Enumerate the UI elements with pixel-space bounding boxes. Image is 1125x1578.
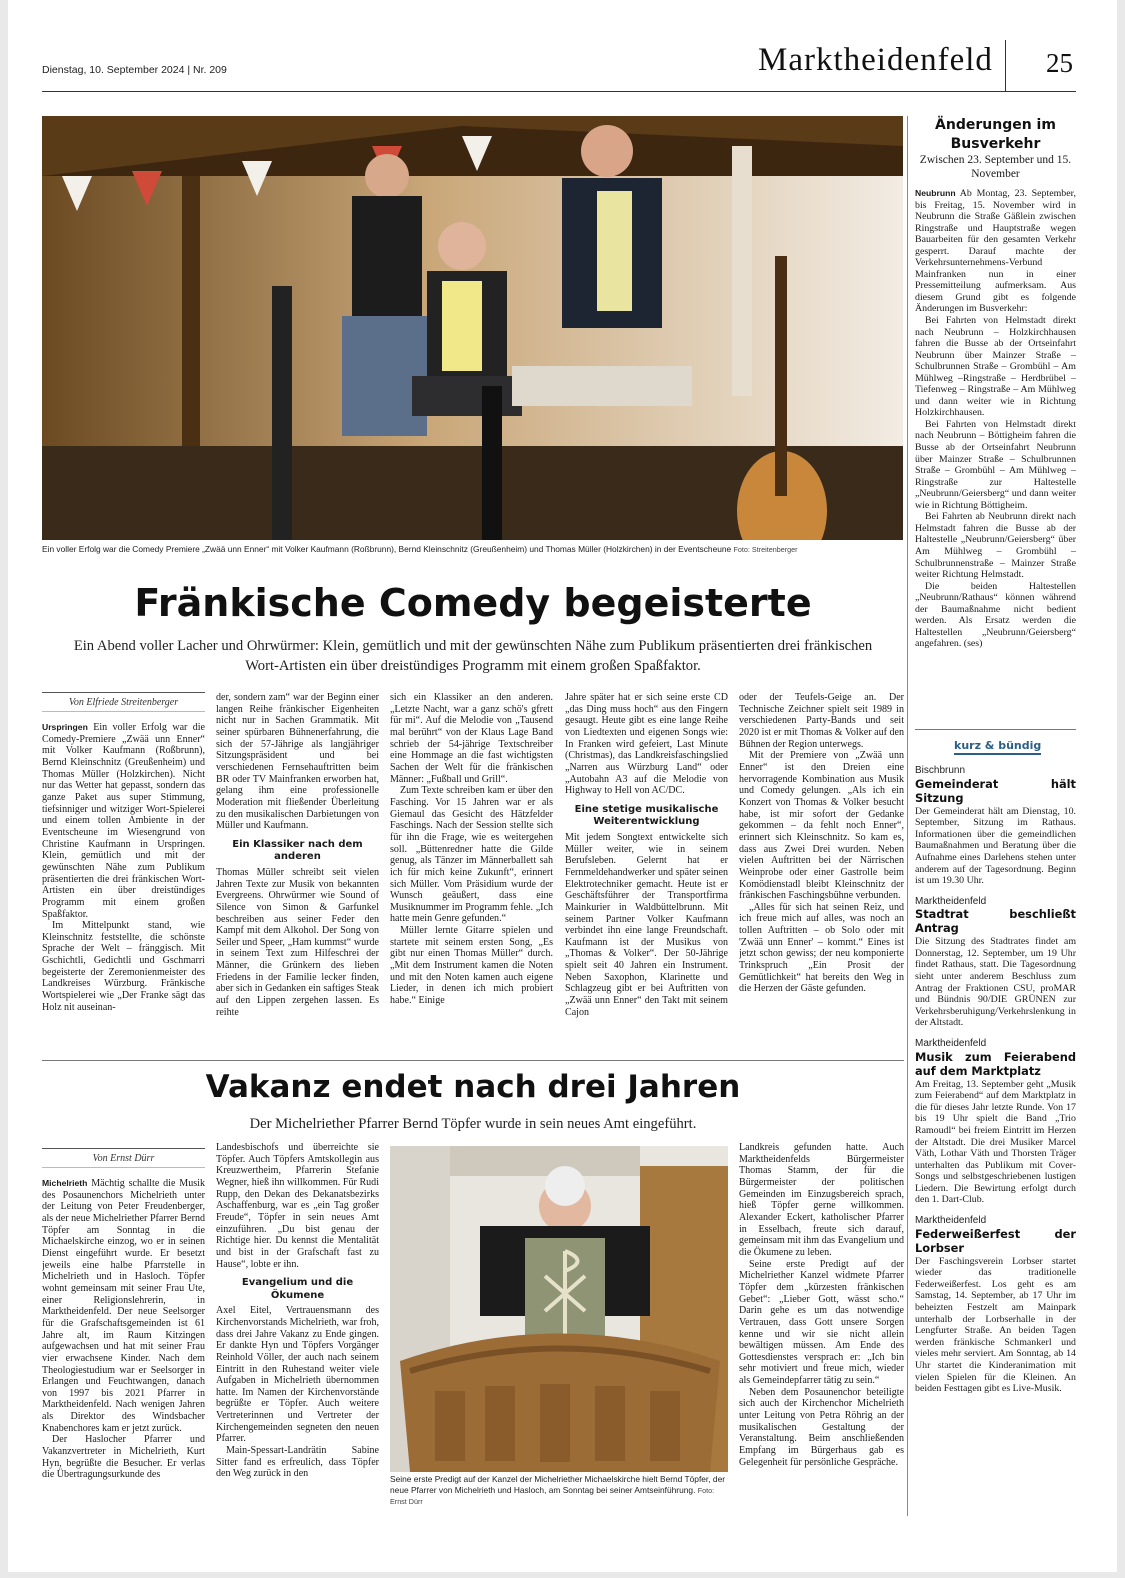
- paragraph: Jahre später hat er sich seine erste CD „das Ding muss hoch“ aus den Fingern gesaugt. Heute gibt es eine lange Reihe von Liedtexten und eigenen Songs wie: In Franken wird gefeiert, Last Minute (Christmas), das Landkreisfaschingslied „Narren aus Würzburg Land“ oder „Autobahn A3 auf die Melodie von Highway to Hell von AC/DC.: [565, 692, 728, 797]
- paragraph: Ein voller Erfolg war die Comedy-Premiere „Zwää unn Enner“ mit Volker Kaufmann (Roßbrunn), Bernd Kleinschnitz (Greußenheim) und Thomas Müller (Holzkirchen). Nicht nur das Wetter hat gepasst, sondern das ganze Paket aus super Stimmung, tiefsinniger und witziger Wort-Spielerei und einem tollen Ambiente in der Eventscheune im Wiesengrund von Christine Kaufmann in Urspringen. Klein, gemütlich und mit der gewünschten Nähe zum Publikum präsentierten die drei fränkischen Wort-Artisten ein über dreistündiges Programm mit einem großen Spaßfaktor.: [42, 722, 205, 920]
- article2-col5: [739, 1142, 904, 1513]
- sidebar-subheadline: Zwischen 23. September und 15. November: [919, 154, 1072, 180]
- item-place: Marktheidenfeld: [915, 1038, 987, 1049]
- paragraph: der, sondern zam“ war der Beginn einer langen Reihe fränkischer Eigenheiten nicht nur in Sachen Grammatik. Mit seiner spürbaren Bühnenerfahrung, die sich der 57-Jährige als langjähriger Sitzungspräsident und bei verschiedenen Fernsehauftritten beim BR oder TV Mainfranken erworben hat, gelang ihm eine professionelle Moderation mit fließender Überleitung zu den musikalischen Darbietungen von Müller und Kaufmann.: [216, 692, 379, 832]
- comedy-stage-illustration: [42, 116, 903, 540]
- article2-headline: Vakanz endet nach drei Jahren: [205, 1069, 741, 1105]
- item-headline: Gemeinderat hält Sitzung: [915, 776, 1076, 805]
- article1-col5: [739, 692, 904, 1057]
- newspaper-page: [8, 0, 1117, 1572]
- paragraph: Axel Eitel, Vertrauensmann des Kirchenvorstands Michelrieth, war froh, dass drei Jahre Vakanz zu Ende gingen. Er dankte Hyn und Töpfers Vorgänger Reinhold Völler, der auch nach seinem Eintritt in den Ruhestand weiter viele Aufgaben in Michelrieth übernommen hatte. Im Namen der Kirchenvorstände begrüßte er Töpfer. Auch weitere Vertreterinnen und Vertreter der Kirchengemeinden segneten den neuen Pfarrer.: [216, 1305, 379, 1445]
- article1-col2: [216, 692, 379, 1057]
- kurz-buendig-list: [915, 756, 1076, 1516]
- item-headline: Musik zum Feierabend auf dem Marktplatz: [915, 1049, 1076, 1078]
- list-item: [915, 896, 1076, 1029]
- paragraph: Bei Fahrten ab Neubrunn direkt nach Helmstadt fahren die Busse ab der Haltestelle „Neubrunn/Geiersberg“ über Am Mühlweg – Grombühl – Schulbrunnenstraße – Mainzer Straße weiter Richtung Helmstadt.: [915, 511, 1076, 581]
- header-rule: [42, 91, 1076, 92]
- dateline: Neubrunn: [915, 188, 956, 198]
- caption-text: Ein voller Erfolg war die Comedy Premiere „Zwää unn Enner“ mit Volker Kaufmann (Roßbrunn), Bernd Kleinschnitz (Greußenheim) und Thomas Müller (Holzkirchen) in der Eventscheune: [42, 544, 732, 554]
- pastor-photo: [390, 1146, 728, 1472]
- article-separator: [42, 1060, 904, 1061]
- paragraph: Bei Fahrten von Helmstadt direkt nach Neubrunn – Böttigheim fahren die Busse ab der Ortseinfahrt Neubrunn über Mainzer Straße – Schulbrunnen Straße – Grombühl – Am Mühlweg – Ringstraße zur Haltestelle „Neubrunn/Geiersberg“ und dann weiter wie in Richtung Böttigheim.: [915, 418, 1076, 511]
- item-place: Bischbrunn: [915, 765, 966, 776]
- paragraph: Im Mittelpunkt stand, wie Kleinschnitz feststellte, die schönste Sprache der Welt – fränggisch. Mit Gschichtli, Gedichtli und Gschmarri begeisterte der Zeremonienmeister des Landkreises Würzburg. Fränkische Wortspielerei wie „Der Franke sägt das Holz nit auseinan-: [42, 920, 205, 1013]
- article1-col4: [565, 692, 728, 1057]
- pulpit-illustration: [390, 1146, 728, 1472]
- paragraph: Müller lernte Gitarre spielen und startete mit seinem ersten Song, „Es gibt nur einen Thomas Müller“ durch. „Mit dem Instrument kamen die Noten und mit den Noten kamen auch eigene Lieder, in denen ich mich probiert habe.“ Einige: [390, 925, 553, 1007]
- paragraph: Landkreis gefunden hatte. Auch Marktheidenfelds Bürgermeister Thomas Stamm, der für die Bürgermeister der politischen Gemeinden im Einzugsbereich sprach, hieß Töpfer gerne willkommen. Alexander Eckert, katholischer Pfarrer in Esselbach, freute sich darauf, gemeinsam mit ihm das Evangelium und die Ökumene zu leben.: [739, 1142, 904, 1258]
- paragraph: Bei Fahrten von Helmstadt direkt nach Neubrunn – Holzkirchhausen fahren die Busse ab der Ortseinfahrt Neubrunn über Mainzer Straße – Schulbrunnen Straße – Grombühl – Am Mühlweg –Ringstraße – Herdbrübel – Tiefenweg – Ringstraße – Am Mühlweg und dann weiter wie in Richtung Holzkirchhausen.: [915, 315, 1076, 419]
- paragraph: Mit jedem Songtext entwickelte sich Müller weiter, wie in seinem Berufsleben. Gelernt hat er Fernmeldehandwerker und später seinen Elektrotechniker gemacht. Heute ist er Geschäftsführer der Transportfirma Mainkurier in Waldbüttelbrunn. Mit seinem Partner Volker Kaufmann verbindet ihn eine lange Freundschaft. Kaufmann ist der Musikus von „Thomas & Volker“. Der 50-Jährige spielt seit 40 Jahren ein Instrument. Neben Saxophon, Klarinette und Schlagzeug gibt er bei Auftritten von „Zwää unn Enner“ den Takt mit seinem Cajon: [565, 831, 728, 1018]
- dateline: Urspringen: [42, 722, 88, 732]
- paragraph: „Alles für sich hat seinen Reiz, und ich freue mich auf alles, was noch an tollen Auftritten – ob Solo oder mit 'Zwää unn Enner' – kommt.“ Eines ist jetzt schon gewiss; der neu komponierte Trinkspruch „Ein Prosit der Gemütlichkeit“ hat bereits den Weg in die Herzen der Gäste gefunden.: [739, 901, 904, 995]
- paragraph: sich ein Klassiker an den anderen. „Letzte Nacht, war a ganz schö's gfrett für mi“. Auf die Melodie von „Tausend mal berührt“ von der Klaus Lage Band schrieb der 54-jährige Textschreiber eine Hommage an die fast wichtigsten Sachen der Welt für die fränkischen Männer: „Fußball und Grill“.: [390, 692, 553, 785]
- photo-credit: Foto: Ernst Dürr: [390, 1486, 715, 1506]
- list-item: [915, 1215, 1076, 1395]
- list-item: [915, 1038, 1076, 1206]
- sidebar-divider: [907, 116, 908, 1516]
- paragraph: Die beiden Haltestellen „Neubrunn/Rathaus“ können während der Baumaßnahme nicht bedient werden. Als Ersatz werden die Haltestellen „Neubrunn/Geiersberg“ angefahren. (ses): [915, 580, 1076, 650]
- item-text: Der Gemeinderat hält am Dienstag, 10. September, Sitzung im Rathaus. Informationen über die gemeindlichen Baumaßnahmen und Beratung über die Aufnahme eines Darlehens stehen unter anderem auf der Tagesordnung. Beginn ist um 19.30 Uhr.: [915, 805, 1076, 887]
- paragraph: Mächtig schallte die Musik des Posaunenchors Michelrieth unter der Leitung von Peter Freudenberger, als der neue Michelriether Pfarrer Bernd Töpfer am Sonntag in die Michaelskirche einzog, wo er in seinen Dienst eingeführt wurde. Er besetzt jeweils eine halbe Pfarrstelle in Michelrieth und in Hasloch. Töpfer wohnt gemeinsam mit seiner Frau Ute, einer Religionslehrerin, in Marktheidenfeld. Der neue Seelsorger für die Grafschaftsgemeinden ist 61 Jahre alt, im Raum Kitzingen aufgewachsen und hat mit seiner Frau vier erwachsene Kinder. Nach dem Theologiestudium war er Seelsorger in Erlangen und Feuchtwangen, danach von 1997 bis 2021 Pfarrer in Marktheidenfeld. Nach wenigen Jahren als Direktor des Windsbacher Knabenchores kam er jetzt zurück.: [42, 1178, 205, 1434]
- sidebar-headline: Änderungen im Busverkehr: [935, 117, 1056, 152]
- article1-subheadline: Ein Abend voller Lacher und Ohrwürmer: Klein, gemütlich und mit der gewünschten Nähe zum Publikum präsentierten drei fränkischen Wort-Artisten ein über dreistündiges Programm mit einem großen Spaßfaktor.: [73, 638, 873, 674]
- item-place: Marktheidenfeld: [915, 895, 987, 907]
- sidebar-separator: [915, 729, 1076, 730]
- paragraph: Mit der Premiere von „Zwää unn Enner“ ist den Dreien eine hervorragende Kombination aus Musik und Comedy gelungen. „Als ich ein Konzert von Thomas & Volker besucht habe, ist mir sofort der Gedanke gekommen – da fehlt noch Enner“, erinnert sich Kleinschnitz. So kam es, dass aus Zwei Drei wurden. Neben vielen Auftritten bei der Närrischen Weinprobe oder einer Gastrolle beim Komödienstadl bleibt Kleinschnitz der fränkischen Faschingsbühne verbunden.: [739, 750, 904, 902]
- paragraph: Ab Montag, 23. September, bis Freitag, 15. November wird in Neubrunn die Straße Gäßlein zwischen Ringstraße und Hauptstraße wegen Bauarbeiten für den gesamten Verkehr gesperrt. Darauf machte der Verkehrsunternehmens-Verbund Mainfranken nun in einer Pressemitteilung aufmerksam. Aus diesem Grund gibt es folgende Änderungen im Busverkehr:: [915, 188, 1076, 315]
- comedy-photo: [42, 116, 903, 540]
- paragraph: Seine erste Predigt auf der Michelriether Kanzel widmete Pfarrer Töpfer dem „kürzesten fränkischen Gebet“: „Lieber Gott, wässt scho.“ Darin gehe es um das notwendige Vertrauen, dass Gott unsere Sorgen kenne und wir sie nicht allein bewältigen müssen. Am Ende des Gottesdienstes versprach er: „Ich bin sehr motiviert und freue mich, wieder als Gemeindepfarrer tätig zu sein.“: [739, 1258, 904, 1387]
- item-headline: Federweißerfest der Lorbser: [915, 1226, 1076, 1255]
- paragraph: Zum Texte schreiben kam er über den Fasching. Vor 15 Jahren war er als Giemaul das Gesicht des Hätzfelder Faschings. Nach der Session stellte sich für ihn die Frage, wie es weitergehen soll. „Büttenredner hatte die Gilde genug, als Tänzer im Männerballett sah ich für mich keine Zukunft“, erinnert sich Müller. Vom Präsidium wurde der Wunsch geäußert, dass eine Musiknummer im Programm fehle. „Ich hatte mein Genre gefunden.“: [390, 785, 553, 925]
- paragraph: Landesbischofs und überreichte sie Töpfer. Auch Töpfers Amtskollegin aus Kreuzwertheim, Pfarrerin Stefanie Wegner, hieß ihn willkommen. Für Rudi Rupp, den Dekan des Dekanatsbezirks Aschaffenburg, war es „ein Tag großer Freude“, Töpfer in sein neues Amt einzuführen. „Du bist genau der Richtige hier. Du kennst die Mentalität und bist in der Grafschaft fast zu Hause“, lobte er ihn.: [216, 1142, 379, 1270]
- dateline: Michelrieth: [42, 1178, 88, 1188]
- pastor-photo-caption: [390, 1474, 728, 1507]
- paragraph: Main-Spessart-Landrätin Sabine Sitter fand es erfreulich, dass Töpfer den Weg zurück in den: [216, 1445, 379, 1480]
- paragraph: Neben dem Posaunenchor beteiligte sich auch der Kirchenchor Michelrieth unter Leitung von Petra Röhrig an der musikalischen Gestaltung der Veranstaltung. Beim anschließenden Empfang im Bürgerhaus gab es Gelegenheit für persönliche Gespräche.: [739, 1386, 904, 1468]
- page-number: 25: [1046, 48, 1073, 78]
- article2-subheadline: Der Michelriether Pfarrer Bernd Töpfer wurde in sein neues Amt eingeführt.: [249, 1116, 697, 1132]
- sidebar-body: [915, 188, 1076, 718]
- item-text: Der Faschingsverein Lorbser startet wieder das traditionelle Federweißerfest. Los geht es am Samstag, 14. September, ab 17 Uhr im beheizten Festzelt am Mainpark unterhalb der Lorbserhalle in der Lengfurter Straße. An beiden Tagen werden fränkische Schmankerl und vieles mehr serviert. Am Sonntag, ab 14 Uhr startet die Kinderanimation mit vielen Spielen für die Kleinen. An beiden Festtagen gibt es Live-Musik.: [915, 1255, 1076, 1395]
- comedy-photo-caption: [42, 544, 904, 555]
- list-item: [915, 765, 1076, 887]
- article1-col3: [390, 692, 553, 1057]
- header-divider: [1005, 40, 1006, 92]
- subheading: Ein Klassiker nach dem anderen: [232, 838, 363, 863]
- item-headline: Stadtrat beschließt Antrag: [915, 907, 1076, 936]
- article1-headline: Fränkische Comedy begeisterte: [134, 581, 812, 625]
- article2-col1: [42, 1178, 205, 1513]
- paragraph: oder der Teufels-Geige an. Der Technische Zeichner spielt seit 1989 in verschiedenen Party-Bands und seit 2020 ist er mit Thomas & Volker auf den Bühnen der Region unterwegs.: [739, 692, 904, 750]
- subheading: Eine stetige musikalische Weiterentwicklung: [574, 803, 719, 828]
- article2-col2: [216, 1142, 379, 1513]
- article1-col1: [42, 722, 205, 1057]
- kurz-buendig-label: kurz & bündig: [954, 739, 1041, 755]
- section-title: Marktheidenfeld: [758, 42, 993, 78]
- article1-byline: Von Elfriede Streitenberger: [42, 692, 205, 712]
- article2-byline: Von Ernst Dürr: [42, 1148, 205, 1168]
- paragraph: Der Haslocher Pfarrer und Vakanzvertreter in Michelrieth, Kurt Hyn, begrüßte die Besucher. Er verlas die Übertragungsurkunde des: [42, 1434, 205, 1481]
- item-text: Die Sitzung des Stadtrates findet am Donnerstag, 12. September, um 19 Uhr findet Rathaus, statt. Die Tagesordnung sieht unter anderem Beschluss zum Antrag der Fraktionen CSU, proMAR und Bündnis 90/DIE GRÜNEN zur Verkehrsberuhigung/Verkehrslenkung in der Altstadt.: [915, 936, 1076, 1029]
- issue-date: Dienstag, 10. September 2024 | Nr. 209: [42, 64, 227, 76]
- photo-credit: Foto: Streitenberger: [733, 545, 798, 554]
- item-text: Am Freitag, 13. September geht „Musik zum Feierabend“ auf dem Marktplatz in die für dieses Jahr letzte Runde. Von 17 bis 19 Uhr spielt die Band „Trio Ramoudl“ bei freiem Eintritt im Herzen der Altstadt. Die drei Musiker Marcel Väth, Lothar Väth und Thorsten Träger unterhalten das Publikum mit Cover-Songs und selbstgeschriebenen lustigen Liedern. Die Bewirtung erfolgt durch den 1. Dart-Club.: [915, 1078, 1076, 1206]
- paragraph: Thomas Müller schreibt seit vielen Jahren Texte zur Musik von bekannten Evergreens. Ohrwürmer wie Sound of Silence von Simon & Garfunkel beschreiben aus seiner Feder den Kampf mit dem Alkohol. Der Song von Seiler und Speer, „Ham kummst“ wurde in seinem Text zum Hilfeschrei der Männer, die Grünkern des lieben Friedens in der Familie lecker finden, aber sich in Gedanken ein saftiges Steak auf den Lippen zergehen lassen. Es reihte: [216, 866, 379, 1018]
- subheading: Evangelium und die Ökumene: [241, 1277, 354, 1301]
- caption-text: Seine erste Predigt auf der Kanzel der Michelriether Michaelskirche hielt Bernd Töpfer, der neue Pfarrer von Michelrieth und Hasloch, am Sonntag bei seiner Amtseinführung.: [390, 1474, 726, 1495]
- item-place: Marktheidenfeld: [915, 1215, 987, 1227]
